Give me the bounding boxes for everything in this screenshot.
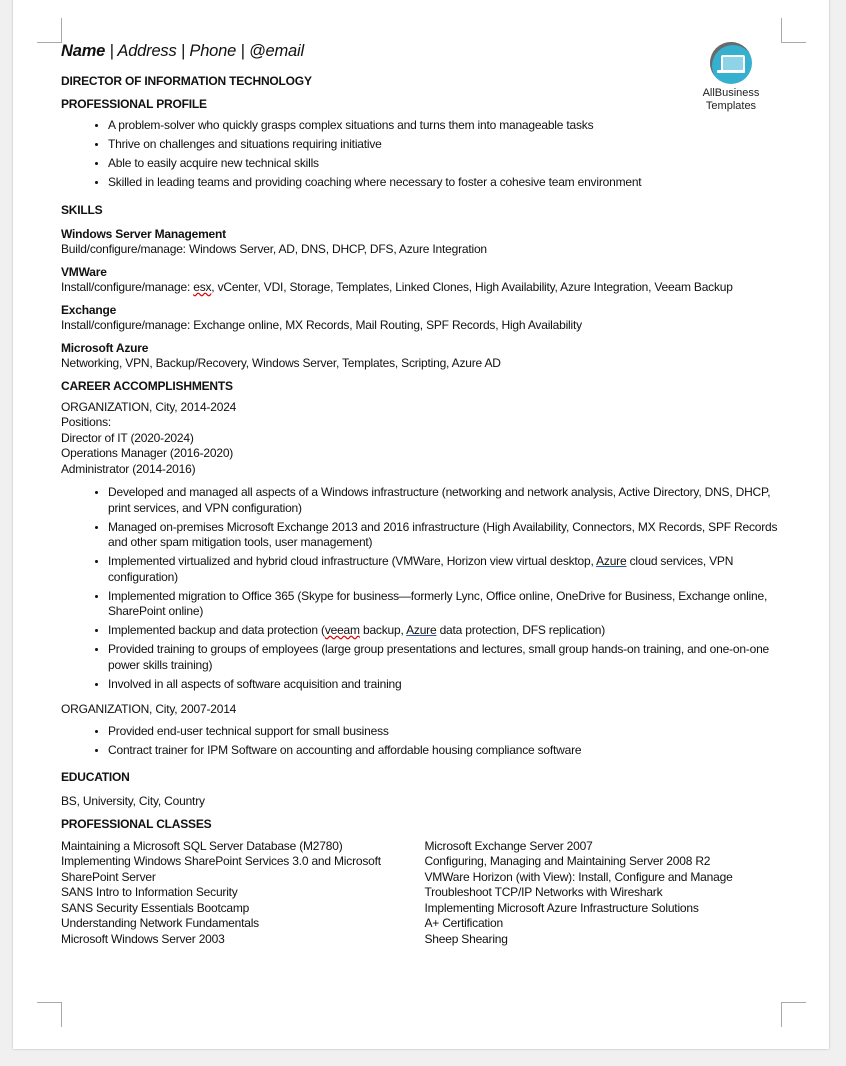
classes-column-left [61, 839, 424, 948]
text-part: Implemented backup and data protection ( [108, 623, 325, 637]
list-item: • Contract trainer for IPM Software on accounting and affordable housing compliance software [108, 743, 781, 759]
organization-2: ORGANIZATION, City, 2007-2014 [61, 702, 237, 716]
skill-detail-part: Install/configure/manage: [61, 280, 194, 294]
profile-list [61, 118, 781, 191]
margin-corner-bottom-left [37, 1002, 62, 1027]
class-item: A+ Certification [424, 916, 503, 930]
header-separator: | [236, 42, 249, 60]
spellcheck-word: esx [193, 280, 212, 294]
class-item: SANS Intro to Information Security [61, 885, 238, 899]
classes-columns [61, 839, 781, 948]
list-item: • Managed on-premises Microsoft Exchange 2013 and 2016 infrastructure (High Availability, Connectors, MX Records, SPF Records and other spam mitigation tools, user management) [108, 520, 781, 551]
text-part: cloud services, VPN configuration) [108, 554, 734, 584]
class-item: Microsoft Windows Server 2003 [61, 931, 225, 946]
education-entry: BS, University, City, Country [61, 794, 205, 808]
list-item: • A problem-solver who quickly grasps complex situations and turns them into manageable tasks [108, 118, 781, 134]
class-item: VMWare Horizon (with View): Install, Configure and Manage [424, 869, 733, 884]
career-list-2 [61, 724, 781, 759]
document-page [13, 0, 829, 1049]
section-title-classes: PROFESSIONAL CLASSES [61, 816, 212, 831]
list-item: • Involved in all aspects of software acquisition and training [108, 677, 781, 693]
skill-name: Microsoft Azure [61, 340, 149, 355]
skill-azure [61, 341, 781, 372]
class-item: Configuring, Managing and Maintaining Server 2008 R2 [424, 854, 711, 868]
text-part: backup, [359, 623, 407, 637]
org-line: Operations Manager (2016-2020) [61, 446, 234, 460]
skill-detail-part: , vCenter, VDI, Storage, Templates, Linked Clones, High Availability, Azure Integration, Veeam Backup [211, 280, 733, 294]
list-item: • Developed and managed all aspects of a Windows infrastructure (networking and network analysis, Active Directory, DNS, DHCP, print services, and VPN configuration) [108, 485, 781, 516]
section-title-profile: PROFESSIONAL PROFILE [61, 97, 207, 111]
class-item: Implementing Microsoft Azure Infrastructure Solutions [424, 900, 699, 915]
organization-1 [61, 400, 781, 478]
list-item: • Implemented migration to Office 365 (Skype for business—formerly Lync, Office online, OneDrive for Business, Exchange online, SharePoint online) [108, 589, 781, 620]
grammar-word: Azure [596, 554, 627, 568]
text-part: Implemented virtualized and hybrid cloud infrastructure (VMWare, Horizon view virtual desktop, [108, 554, 597, 568]
spellcheck-word: veeam [324, 623, 360, 637]
section-title-education: EDUCATION [61, 770, 130, 784]
list-item: • Thrive on challenges and situations requiring initiative [108, 137, 781, 153]
list-item: • Able to easily acquire new technical skills [108, 156, 781, 172]
margin-corner-bottom-right [781, 1002, 806, 1027]
class-item: SANS Security Essentials Bootcamp [61, 900, 250, 915]
list-item [108, 623, 781, 639]
class-item: Understanding Network Fundamentals [61, 916, 259, 930]
logo-line-1: AllBusiness [702, 87, 760, 99]
class-item: Microsoft Exchange Server 2007 [424, 838, 593, 853]
class-item: Maintaining a Microsoft SQL Server Database (M2780) [61, 838, 343, 853]
skill-detail: Networking, VPN, Backup/Recovery, Windows Server, Templates, Scripting, Azure AD [61, 356, 501, 370]
org-line: Positions: [61, 415, 112, 429]
class-item: Implementing Windows SharePoint Services 3.0 and Microsoft [61, 854, 381, 868]
header-separator: | [176, 42, 190, 60]
header-email: @email [248, 42, 304, 60]
logo-line-2: Templates [705, 100, 757, 112]
skill-exchange [61, 303, 781, 334]
skill-detail [61, 280, 781, 296]
text-part: data protection, DFS replication) [436, 623, 606, 637]
class-item: Troubleshoot TCP/IP Networks with Wireshark [424, 885, 663, 899]
header-separator: | [105, 42, 118, 60]
list-item: • Skilled in leading teams and providing coaching where necessary to foster a cohesive team environment [108, 175, 781, 191]
list-item: • Provided training to groups of employees (large group presentations and lectures, small group hands-on training, and one-on-one power skills training) [108, 642, 781, 673]
org-line: Administrator (2014-2016) [61, 461, 196, 476]
skill-detail: Build/configure/manage: Windows Server, AD, DNS, DHCP, DFS, Azure Integration [61, 242, 487, 256]
list-item: • Provided end-user technical support for small business [108, 724, 781, 740]
skill-vmware [61, 265, 781, 296]
skill-name: Exchange [61, 302, 117, 317]
skill-windows-server [61, 227, 781, 258]
org-line: Director of IT (2020-2024) [61, 430, 194, 445]
header-phone: Phone [189, 42, 237, 60]
section-title-career: CAREER ACCOMPLISHMENTS [61, 378, 233, 393]
classes-column-right [424, 839, 781, 948]
org-line: ORGANIZATION, City, 2014-2024 [61, 399, 237, 414]
class-item: SharePoint Server [61, 869, 156, 884]
header-address: Address [117, 42, 177, 60]
grammar-word: Azure [406, 623, 437, 637]
job-title: DIRECTOR OF INFORMATION TECHNOLOGY [61, 74, 312, 88]
class-item: Sheep Shearing [424, 931, 508, 946]
margin-corner-top-left [37, 18, 62, 43]
section-title-skills: SKILLS [61, 202, 103, 217]
skill-name: Windows Server Management [61, 226, 226, 241]
skill-name: VMWare [61, 264, 107, 279]
document-body [61, 40, 781, 947]
skill-detail: Install/configure/manage: Exchange online, MX Records, Mail Routing, SPF Records, High Availability [61, 318, 582, 332]
list-item [108, 554, 781, 585]
margin-corner-top-right [781, 18, 806, 43]
career-list-1 [61, 485, 781, 692]
contact-header [61, 40, 781, 62]
header-name: Name [61, 42, 106, 60]
